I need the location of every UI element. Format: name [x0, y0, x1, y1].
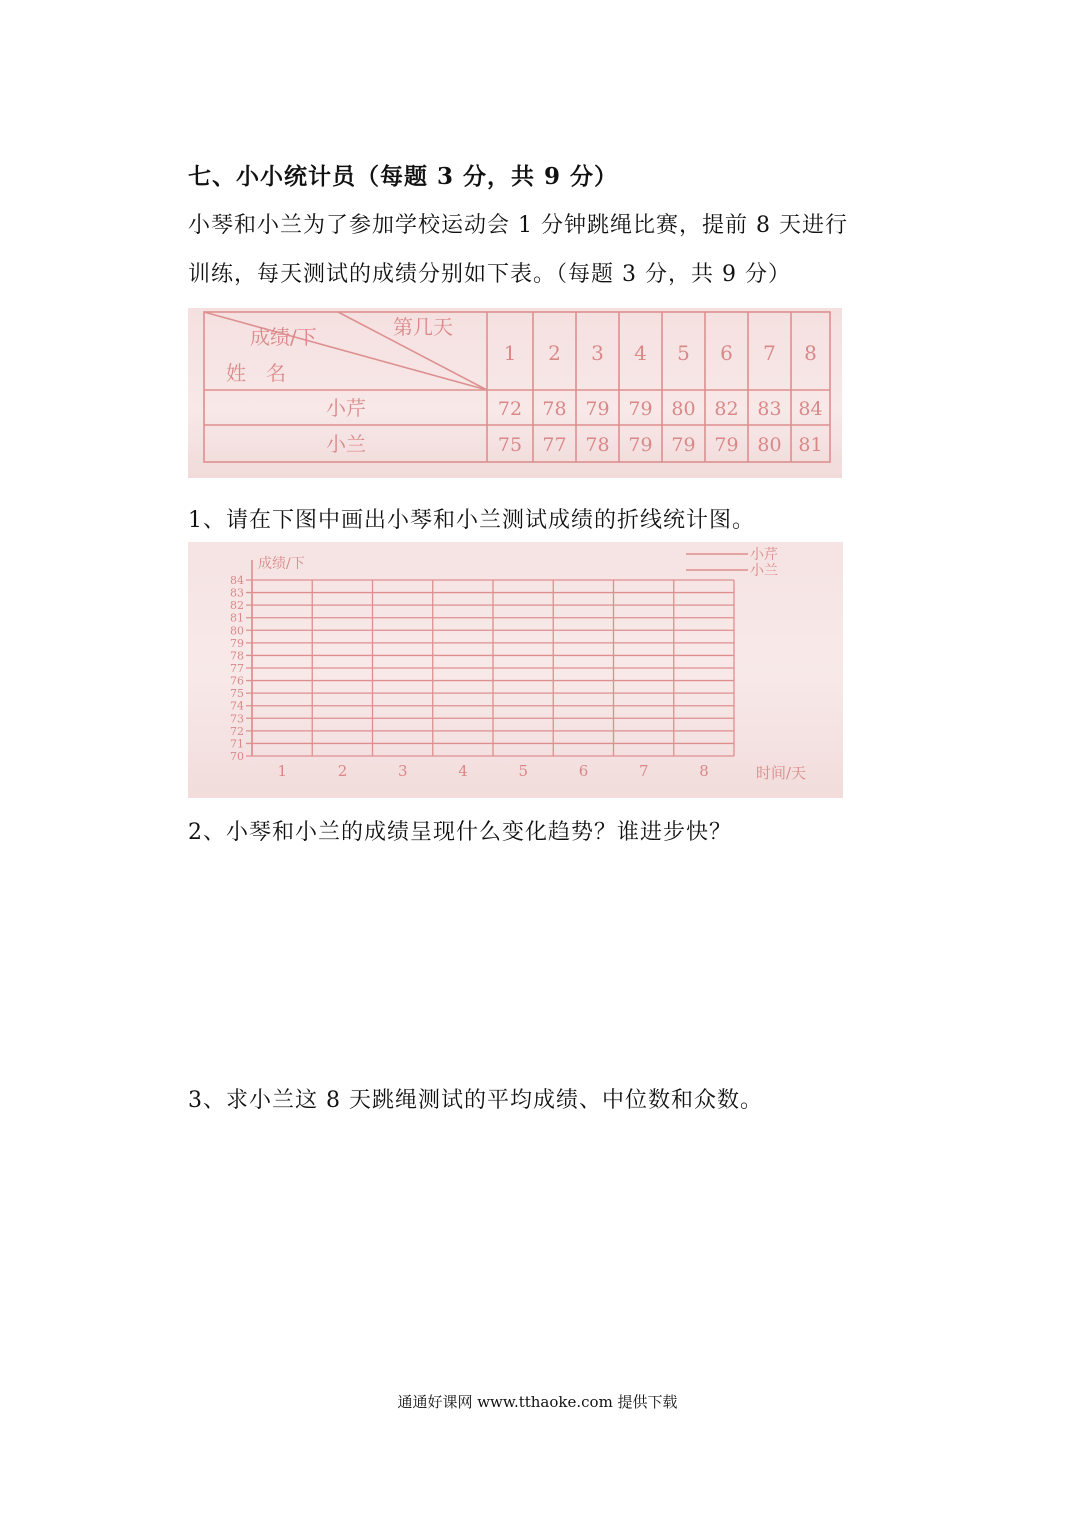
day-header-cell: 4 — [634, 341, 647, 365]
header-score-label: 成绩/下 — [250, 325, 317, 349]
row-name-cell: 小芹 — [326, 396, 366, 420]
x-tick-label: 5 — [518, 762, 529, 780]
line-chart-grid-photo — [188, 542, 843, 798]
score-cell: 82 — [714, 398, 739, 420]
y-tick-label: 81 — [230, 611, 244, 625]
line-chart — [188, 542, 843, 798]
score-cell: 84 — [798, 398, 823, 420]
score-cell: 81 — [798, 434, 823, 456]
y-tick-label: 72 — [230, 724, 244, 738]
x-tick-label: 1 — [277, 762, 288, 780]
y-tick-label: 70 — [230, 750, 244, 763]
intro-line-1: 小琴和小兰为了参加学校运动会 1 分钟跳绳比赛，提前 8 天进行 — [188, 213, 848, 238]
score-cell: 79 — [585, 398, 610, 420]
day-header-cell: 6 — [720, 341, 733, 365]
day-header-cell: 1 — [503, 341, 517, 365]
chart-x-axis-label: 时间/天 — [756, 764, 807, 782]
question-3: 3、求小兰这 8 天跳绳测试的平均成绩、中位数和众数。 — [188, 1088, 763, 1113]
day-header-cell: 5 — [677, 341, 690, 365]
day-header-cell: 8 — [804, 341, 817, 365]
y-tick-label: 80 — [230, 624, 244, 638]
x-tick-label: 2 — [337, 762, 348, 780]
y-tick-label: 75 — [230, 687, 244, 701]
score-cell: 79 — [628, 398, 653, 420]
x-tick-label: 8 — [699, 762, 709, 780]
header-day-label: 第几天 — [393, 315, 453, 339]
score-cell: 78 — [542, 398, 567, 420]
question-1: 1、请在下图中画出小琴和小兰测试成绩的折线统计图。 — [188, 508, 755, 533]
legend-label: 小芹 — [750, 547, 778, 563]
y-tick-label: 82 — [230, 599, 244, 613]
y-tick-label: 76 — [230, 674, 244, 688]
score-cell: 79 — [714, 434, 739, 456]
score-cell: 78 — [585, 434, 610, 456]
y-tick-label: 83 — [230, 586, 244, 600]
score-table-photo — [188, 308, 842, 478]
y-tick-label: 71 — [230, 737, 244, 751]
score-cell: 72 — [497, 398, 523, 420]
score-cell: 83 — [757, 398, 782, 420]
x-tick-label: 4 — [458, 762, 468, 780]
day-header-cell: 7 — [763, 341, 776, 365]
score-cell: 77 — [542, 434, 567, 456]
x-tick-label: 6 — [578, 762, 589, 780]
question-2: 2、小琴和小兰的成绩呈现什么变化趋势？谁进步快？ — [188, 820, 732, 845]
y-tick-label: 78 — [230, 649, 244, 663]
header-name-label: 姓 名 — [226, 361, 286, 385]
y-tick-label: 73 — [230, 712, 244, 726]
legend-label: 小兰 — [750, 563, 778, 579]
x-tick-label: 3 — [397, 762, 408, 780]
row-name-cell: 小兰 — [326, 432, 366, 456]
score-table — [188, 308, 842, 478]
y-tick-label: 84 — [230, 574, 244, 587]
score-cell: 79 — [671, 434, 696, 456]
y-tick-label: 74 — [230, 699, 244, 713]
y-tick-label: 77 — [230, 662, 244, 675]
day-header-cell: 2 — [548, 341, 561, 365]
y-tick-label: 79 — [230, 636, 244, 650]
score-cell: 75 — [497, 434, 523, 456]
score-cell: 79 — [628, 434, 653, 456]
intro-line-2: 训练，每天测试的成绩分别如下表。（每题 3 分，共 9 分） — [188, 262, 791, 287]
score-cell: 80 — [671, 398, 696, 420]
score-cell: 80 — [757, 434, 782, 456]
footer-credit: 通通好课网 www.tthaoke.com 提供下载 — [397, 1393, 678, 1411]
x-tick-label: 7 — [638, 762, 649, 780]
day-header-cell: 3 — [591, 341, 604, 365]
section-heading: 七、小小统计员（每题 3 分，共 9 分） — [188, 163, 619, 190]
chart-y-axis-label: 成绩/下 — [258, 556, 305, 572]
